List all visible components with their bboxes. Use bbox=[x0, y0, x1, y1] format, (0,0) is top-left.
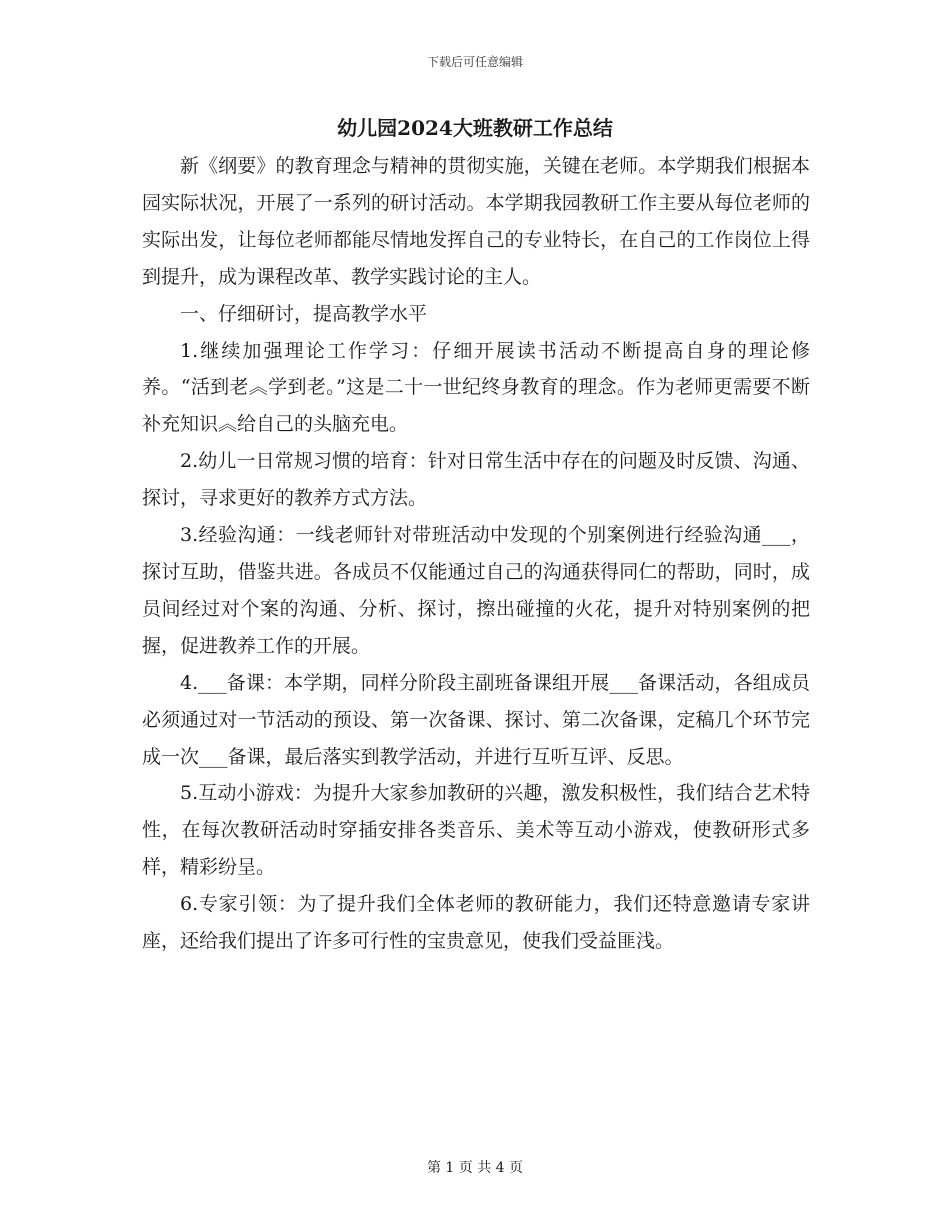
page-header-note: 下载后可任意编辑 bbox=[426, 55, 523, 69]
list-item: 4.___备课：本学期，同样分阶段主副班备课组开展___备课活动，各组成员必须通过对一节活动的预设、第一次备课、探讨、第二次备课，定稿几个环节完成一次___备课，最后落实到教学活动，并进行互听互评、反思。 bbox=[142, 671, 810, 768]
list-item: 1.继续加强理论工作学习：仔细开展读书活动不断提高自身的理论修养。“活到老︽学到老。”这是二十一世纪终身教育的理念。作为老师更需要不断补充知识︽给自己的头脑充电。 bbox=[142, 339, 810, 436]
document-title: 幼儿园2024大班教研工作总结 bbox=[337, 116, 613, 140]
list-item: 6.专家引领：为了提升我们全体老师的教研能力，我们还特意邀请专家讲座，还给我们提出了许多可行性的宝贵意见，使我们受益匪浅。 bbox=[142, 893, 810, 953]
document-body bbox=[142, 148, 810, 960]
list-item: 3.经验沟通：一线老师针对带班活动中发现的个别案例进行经验沟通___，探讨互助，借鉴共进。各成员不仅能通过自己的沟通获得同仁的帮助，同时，成员间经过对个案的沟通、分析、探讨，擦出碰撞的火花，提升对特别案例的把握，促进教养工作的开展。 bbox=[142, 524, 810, 657]
page-footer: 第 1 页 共 4 页 bbox=[426, 1160, 524, 1176]
intro-paragraph: 新《纲要》的教育理念与精神的贯彻实施，关键在老师。本学期我们根据本园实际状况，开展了一系列的研讨活动。本学期我园教研工作主要从每位老师的实际出发，让每位老师都能尽情地发挥自己的专业特长，在自己的工作岗位上得到提升，成为课程改革、教学实践讨论的主人。 bbox=[142, 155, 810, 288]
list-item: 2.幼儿一日常规习惯的培育：针对日常生活中存在的问题及时反馈、沟通、探讨，寻求更好的教养方式方法。 bbox=[142, 450, 810, 510]
section-heading: 一、仔细研讨，提高教学水平 bbox=[180, 302, 428, 325]
list-item: 5.互动小游戏：为提升大家参加教研的兴趣，激发积极性，我们结合艺术特性，在每次教研活动时穿插安排各类音乐、美术等互动小游戏，使教研形式多样，精彩纷呈。 bbox=[142, 782, 810, 879]
